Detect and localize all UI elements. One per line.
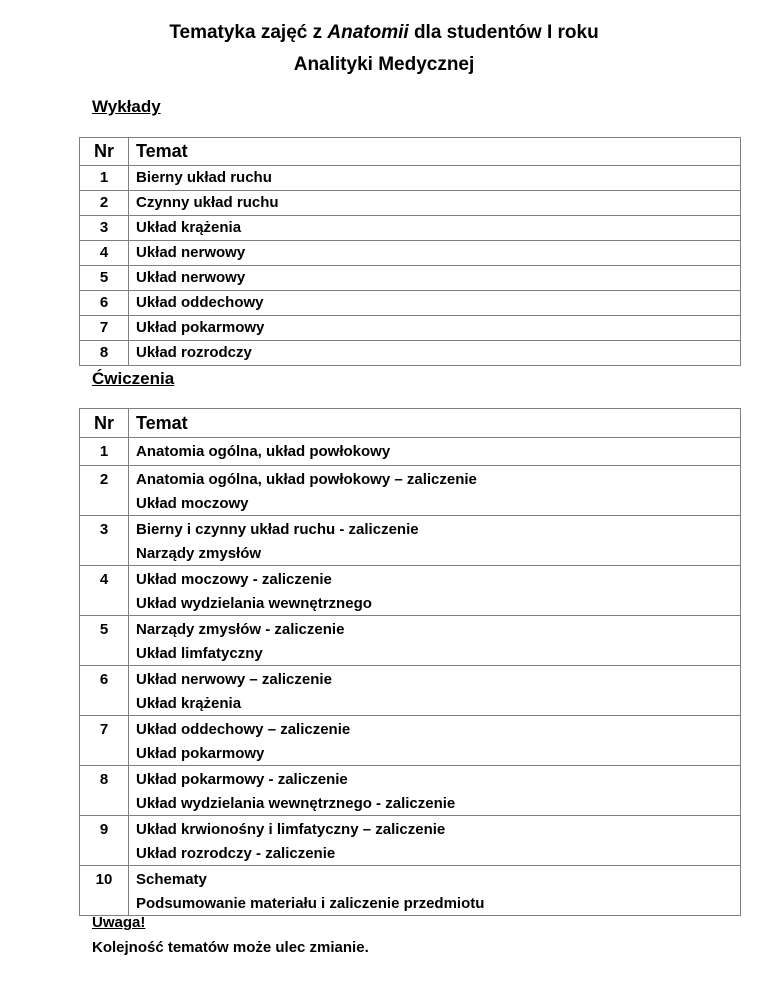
- row-topic: Układ krążenia: [129, 216, 741, 241]
- column-header-topic: Temat: [129, 138, 741, 166]
- table-row: [80, 216, 741, 241]
- topic-line: Układ pokarmowy: [136, 744, 265, 762]
- row-number: 8: [80, 766, 129, 816]
- table-row: [80, 291, 741, 316]
- row-topic: [129, 666, 741, 716]
- row-number: 1: [80, 438, 129, 466]
- topic-line: Układ pokarmowy - zaliczenie: [136, 771, 348, 788]
- row-topic: Układ pokarmowy: [129, 316, 741, 341]
- row-topic: Bierny układ ruchu: [129, 166, 741, 191]
- row-topic: [129, 716, 741, 766]
- row-number: 7: [80, 316, 129, 341]
- row-number: 3: [80, 516, 129, 566]
- lectures-table: [79, 137, 741, 366]
- topic-line: Podsumowanie materiału i zaliczenie przedmiotu: [136, 894, 485, 912]
- table-row: [80, 816, 741, 866]
- row-number: 7: [80, 716, 129, 766]
- topic-line: Narządy zmysłów: [136, 544, 262, 562]
- title-prefix: Tematyka zajęć z: [169, 22, 328, 43]
- table-row: [80, 666, 741, 716]
- page-title: [0, 18, 768, 48]
- row-number: 2: [80, 191, 129, 216]
- row-topic: [129, 566, 741, 616]
- row-topic: [129, 516, 741, 566]
- table-row: [80, 866, 741, 916]
- row-topic: [129, 438, 741, 466]
- row-number: 8: [80, 341, 129, 366]
- row-number: 4: [80, 241, 129, 266]
- table-row: [80, 566, 741, 616]
- row-number: 6: [80, 291, 129, 316]
- table-row: [80, 766, 741, 816]
- column-header-topic: Temat: [129, 409, 741, 438]
- row-topic: [129, 616, 741, 666]
- topic-line: Układ krwionośny i limfatyczny – zaliczenie: [136, 821, 446, 838]
- topic-line: Układ moczowy - zaliczenie: [136, 571, 332, 588]
- table-row: [80, 316, 741, 341]
- row-number: 10: [80, 866, 129, 916]
- table-header-row: [80, 409, 741, 438]
- title-subject: Anatomii: [327, 22, 409, 43]
- topic-line: Bierny i czynny układ ruchu - zaliczenie: [136, 521, 419, 538]
- table-row: [80, 438, 741, 466]
- topic-line: Schematy: [136, 871, 207, 888]
- row-number: 4: [80, 566, 129, 616]
- row-topic: [129, 866, 741, 916]
- topic-line: Układ limfatyczny: [136, 644, 263, 662]
- topic-line: Układ wydzielania wewnętrznego: [136, 594, 372, 612]
- row-topic: [129, 466, 741, 516]
- row-number: 6: [80, 666, 129, 716]
- table-row: [80, 341, 741, 366]
- row-topic: [129, 816, 741, 866]
- note-title: Uwaga!: [92, 914, 146, 931]
- table-row: [80, 191, 741, 216]
- topic-line: Układ wydzielania wewnętrznego - zaliczenie: [136, 794, 456, 812]
- page-subtitle: Analityki Medycznej: [293, 54, 475, 75]
- table-row: [80, 716, 741, 766]
- row-number: 5: [80, 616, 129, 666]
- title-suffix: dla studentów I roku: [408, 22, 599, 43]
- table-row: [80, 166, 741, 191]
- topic-line: Anatomia ogólna, układ powłokowy: [136, 443, 391, 460]
- row-topic: Czynny układ ruchu: [129, 191, 741, 216]
- topic-line: Układ rozrodczy - zaliczenie: [136, 844, 336, 862]
- row-number: 3: [80, 216, 129, 241]
- table-row: [80, 266, 741, 291]
- topic-line: Układ nerwowy – zaliczenie: [136, 671, 332, 688]
- topic-line: Narządy zmysłów - zaliczenie: [136, 621, 345, 638]
- table-row: [80, 516, 741, 566]
- topic-line: Anatomia ogólna, układ powłokowy – zaliczenie: [136, 471, 477, 488]
- topic-line: Układ moczowy: [136, 494, 249, 512]
- row-number: 2: [80, 466, 129, 516]
- row-topic: Układ nerwowy: [129, 241, 741, 266]
- table-row: [80, 466, 741, 516]
- table-row: [80, 616, 741, 666]
- table-row: [80, 241, 741, 266]
- topic-line: Układ krążenia: [136, 694, 242, 712]
- column-header-nr: Nr: [80, 409, 129, 438]
- lectures-heading: Wykłady: [92, 97, 161, 116]
- row-number: 1: [80, 166, 129, 191]
- row-topic: Układ nerwowy: [129, 266, 741, 291]
- table-header-row: [80, 138, 741, 166]
- topic-line: Układ oddechowy – zaliczenie: [136, 721, 351, 738]
- exercises-heading: Ćwiczenia: [92, 369, 175, 388]
- column-header-nr: Nr: [80, 138, 129, 166]
- note-text: Kolejność tematów może ulec zmianie.: [92, 939, 369, 956]
- row-number: 5: [80, 266, 129, 291]
- row-topic: Układ oddechowy: [129, 291, 741, 316]
- exercises-table: [79, 408, 741, 916]
- row-number: 9: [80, 816, 129, 866]
- row-topic: Układ rozrodczy: [129, 341, 741, 366]
- row-topic: [129, 766, 741, 816]
